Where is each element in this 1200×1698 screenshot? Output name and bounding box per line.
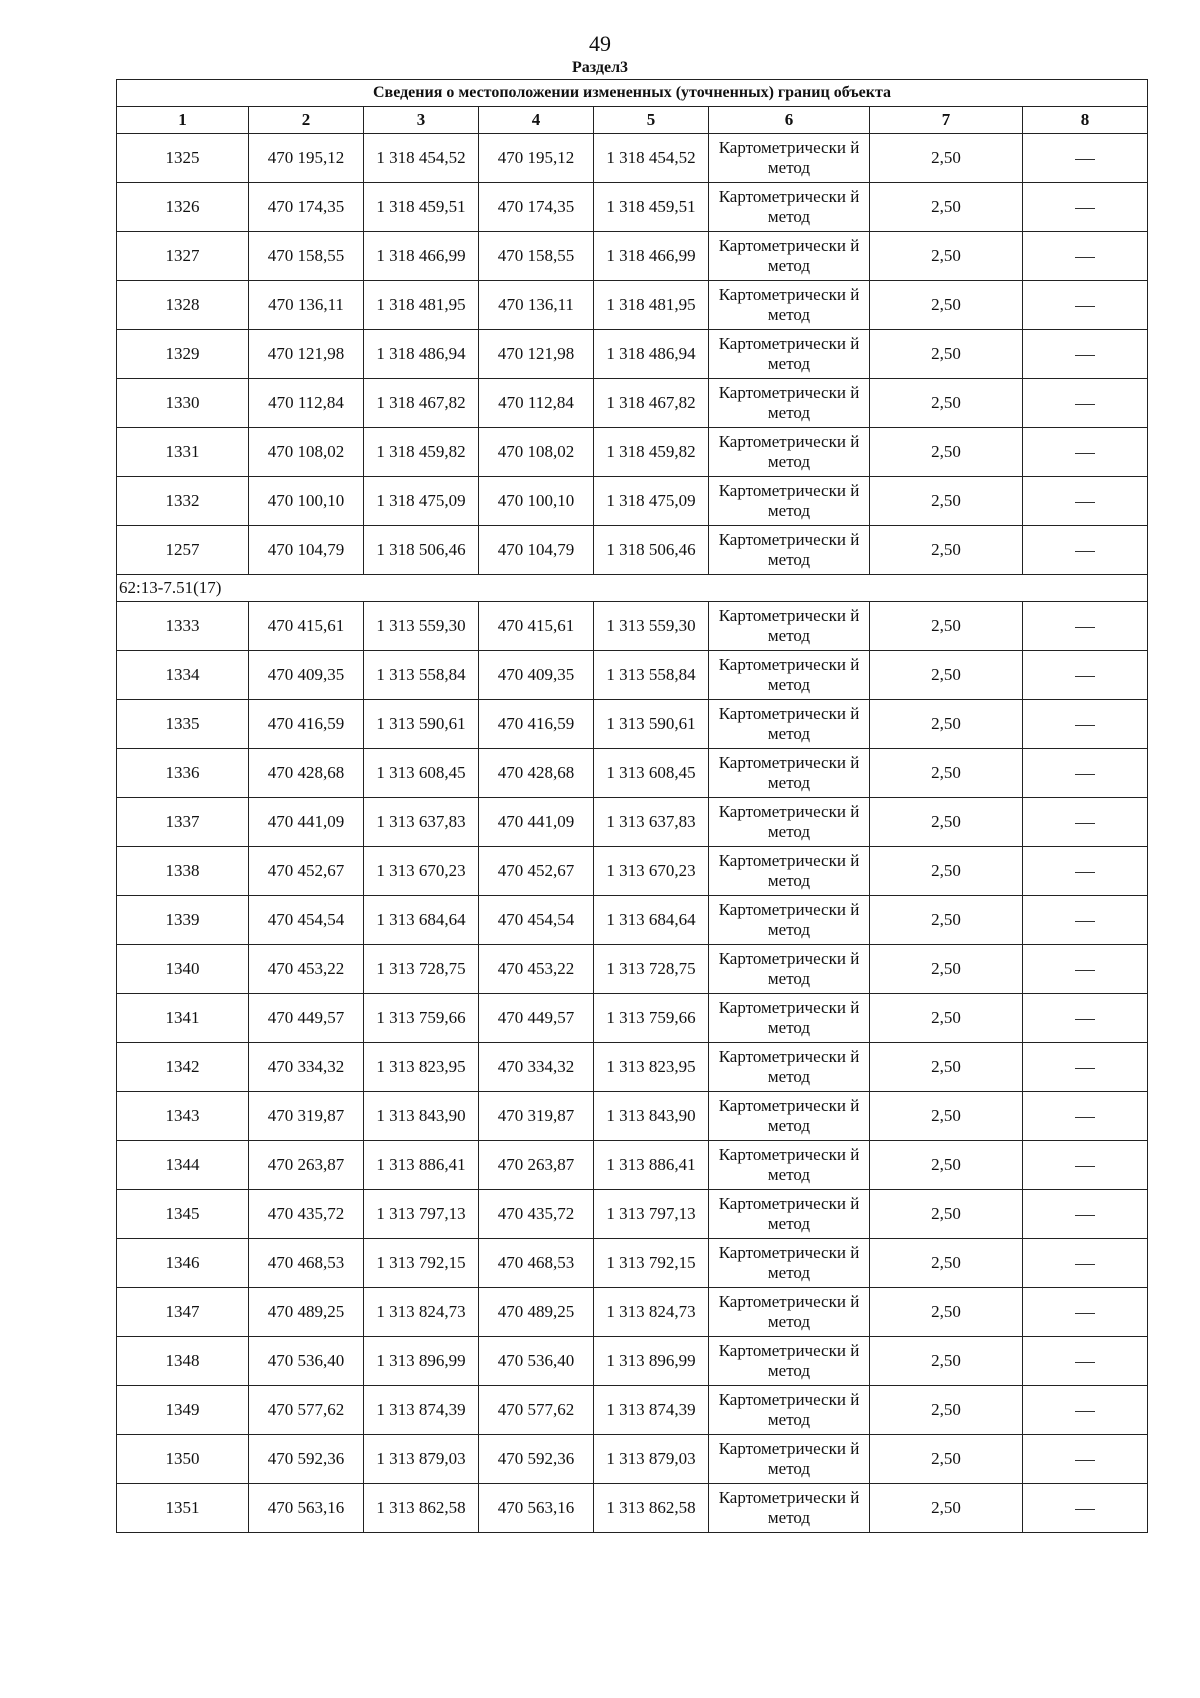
- empty-dash: [1075, 1264, 1095, 1265]
- x-coordinate-cell: 470 112,84: [479, 379, 594, 428]
- x-coordinate-cell: 470 489,25: [479, 1288, 594, 1337]
- column-header-8: 8: [1023, 107, 1148, 134]
- method-cell: Картометрически й метод: [709, 1190, 870, 1239]
- empty-dash: [1075, 1362, 1095, 1363]
- x-coordinate-cell: 470 441,09: [479, 798, 594, 847]
- y-coordinate-cell: 1 313 862,58: [594, 1484, 709, 1533]
- method-cell: Картометрически й метод: [709, 477, 870, 526]
- y-coordinate-cell: 1 318 466,99: [364, 232, 479, 281]
- accuracy-cell: 2,50: [870, 994, 1023, 1043]
- point-number-cell: 1334: [117, 651, 249, 700]
- y-coordinate-cell: 1 313 797,13: [594, 1190, 709, 1239]
- y-coordinate-cell: 1 313 759,66: [364, 994, 479, 1043]
- point-number-cell: 1338: [117, 847, 249, 896]
- method-cell: Картометрически й метод: [709, 602, 870, 651]
- y-coordinate-cell: 1 313 843,90: [594, 1092, 709, 1141]
- y-coordinate-cell: 1 313 874,39: [364, 1386, 479, 1435]
- empty-dash: [1075, 1166, 1095, 1167]
- description-cell: [1023, 428, 1148, 477]
- y-coordinate-cell: 1 313 559,30: [364, 602, 479, 651]
- description-cell: [1023, 1141, 1148, 1190]
- x-coordinate-cell: 470 563,16: [479, 1484, 594, 1533]
- x-coordinate-cell: 470 441,09: [249, 798, 364, 847]
- table-row: [117, 1435, 1148, 1484]
- x-coordinate-cell: 470 121,98: [249, 330, 364, 379]
- description-cell: [1023, 1484, 1148, 1533]
- x-coordinate-cell: 470 174,35: [249, 183, 364, 232]
- description-cell: [1023, 1092, 1148, 1141]
- x-coordinate-cell: 470 195,12: [479, 134, 594, 183]
- x-coordinate-cell: 470 449,57: [479, 994, 594, 1043]
- table-row: [117, 749, 1148, 798]
- empty-dash: [1075, 355, 1095, 356]
- x-coordinate-cell: 470 136,11: [479, 281, 594, 330]
- accuracy-cell: 2,50: [870, 651, 1023, 700]
- column-header-7: 7: [870, 107, 1023, 134]
- y-coordinate-cell: 1 318 459,82: [364, 428, 479, 477]
- x-coordinate-cell: 470 108,02: [249, 428, 364, 477]
- method-cell: Картометрически й метод: [709, 1141, 870, 1190]
- y-coordinate-cell: 1 313 823,95: [594, 1043, 709, 1092]
- x-coordinate-cell: 470 468,53: [479, 1239, 594, 1288]
- x-coordinate-cell: 470 536,40: [479, 1337, 594, 1386]
- y-coordinate-cell: 1 313 886,41: [594, 1141, 709, 1190]
- accuracy-cell: 2,50: [870, 1043, 1023, 1092]
- y-coordinate-cell: 1 313 590,61: [364, 700, 479, 749]
- description-cell: [1023, 1043, 1148, 1092]
- y-coordinate-cell: 1 313 792,15: [594, 1239, 709, 1288]
- accuracy-cell: 2,50: [870, 1337, 1023, 1386]
- point-number-cell: 1330: [117, 379, 249, 428]
- table-row: [117, 1337, 1148, 1386]
- column-header-1: 1: [117, 107, 249, 134]
- y-coordinate-cell: 1 313 886,41: [364, 1141, 479, 1190]
- table-row: [117, 798, 1148, 847]
- accuracy-cell: 2,50: [870, 1386, 1023, 1435]
- x-coordinate-cell: 470 195,12: [249, 134, 364, 183]
- empty-dash: [1075, 1068, 1095, 1069]
- x-coordinate-cell: 470 435,72: [479, 1190, 594, 1239]
- table-row: [117, 896, 1148, 945]
- y-coordinate-cell: 1 313 862,58: [364, 1484, 479, 1533]
- point-number-cell: 1335: [117, 700, 249, 749]
- y-coordinate-cell: 1 313 559,30: [594, 602, 709, 651]
- method-cell: Картометрически й метод: [709, 798, 870, 847]
- table-row: [117, 477, 1148, 526]
- empty-dash: [1075, 1019, 1095, 1020]
- column-header-2: 2: [249, 107, 364, 134]
- accuracy-cell: 2,50: [870, 281, 1023, 330]
- y-coordinate-cell: 1 313 823,95: [364, 1043, 479, 1092]
- coordinates-table: [116, 79, 1148, 1533]
- x-coordinate-cell: 470 319,87: [479, 1092, 594, 1141]
- x-coordinate-cell: 470 435,72: [249, 1190, 364, 1239]
- point-number-cell: 1340: [117, 945, 249, 994]
- description-cell: [1023, 134, 1148, 183]
- table-row: [117, 1288, 1148, 1337]
- accuracy-cell: 2,50: [870, 1484, 1023, 1533]
- table-row: [117, 700, 1148, 749]
- table-row: [117, 1092, 1148, 1141]
- empty-dash: [1075, 502, 1095, 503]
- description-cell: [1023, 896, 1148, 945]
- method-cell: Картометрически й метод: [709, 1288, 870, 1337]
- y-coordinate-cell: 1 313 797,13: [364, 1190, 479, 1239]
- accuracy-cell: 2,50: [870, 602, 1023, 651]
- table-row: [117, 602, 1148, 651]
- accuracy-cell: 2,50: [870, 847, 1023, 896]
- empty-dash: [1075, 1509, 1095, 1510]
- description-cell: [1023, 1435, 1148, 1484]
- y-coordinate-cell: 1 318 481,95: [364, 281, 479, 330]
- x-coordinate-cell: 470 577,62: [249, 1386, 364, 1435]
- description-cell: [1023, 1386, 1148, 1435]
- x-coordinate-cell: 470 454,54: [479, 896, 594, 945]
- x-coordinate-cell: 470 174,35: [479, 183, 594, 232]
- method-cell: Картометрически й метод: [709, 1484, 870, 1533]
- accuracy-cell: 2,50: [870, 749, 1023, 798]
- method-cell: Картометрически й метод: [709, 379, 870, 428]
- point-number-cell: 1341: [117, 994, 249, 1043]
- accuracy-cell: 2,50: [870, 428, 1023, 477]
- empty-dash: [1075, 1313, 1095, 1314]
- method-cell: Картометрически й метод: [709, 651, 870, 700]
- accuracy-cell: 2,50: [870, 134, 1023, 183]
- accuracy-cell: 2,50: [870, 798, 1023, 847]
- x-coordinate-cell: 470 334,32: [249, 1043, 364, 1092]
- method-cell: Картометрически й метод: [709, 1092, 870, 1141]
- x-coordinate-cell: 470 416,59: [249, 700, 364, 749]
- group-row: [117, 575, 1148, 602]
- y-coordinate-cell: 1 313 590,61: [594, 700, 709, 749]
- point-number-cell: 1332: [117, 477, 249, 526]
- x-coordinate-cell: 470 409,35: [479, 651, 594, 700]
- description-cell: [1023, 602, 1148, 651]
- method-cell: Картометрически й метод: [709, 945, 870, 994]
- table-row: [117, 232, 1148, 281]
- y-coordinate-cell: 1 318 486,94: [364, 330, 479, 379]
- point-number-cell: 1343: [117, 1092, 249, 1141]
- y-coordinate-cell: 1 318 481,95: [594, 281, 709, 330]
- y-coordinate-cell: 1 313 608,45: [594, 749, 709, 798]
- point-number-cell: 1327: [117, 232, 249, 281]
- empty-dash: [1075, 404, 1095, 405]
- empty-dash: [1075, 1215, 1095, 1216]
- y-coordinate-cell: 1 313 792,15: [364, 1239, 479, 1288]
- method-cell: Картометрически й метод: [709, 896, 870, 945]
- x-coordinate-cell: 470 428,68: [249, 749, 364, 798]
- column-header-4: 4: [479, 107, 594, 134]
- table-row: [117, 1239, 1148, 1288]
- y-coordinate-cell: 1 313 759,66: [594, 994, 709, 1043]
- empty-dash: [1075, 921, 1095, 922]
- y-coordinate-cell: 1 318 506,46: [364, 526, 479, 575]
- description-cell: [1023, 183, 1148, 232]
- y-coordinate-cell: 1 313 558,84: [594, 651, 709, 700]
- accuracy-cell: 2,50: [870, 1288, 1023, 1337]
- x-coordinate-cell: 470 536,40: [249, 1337, 364, 1386]
- method-cell: Картометрически й метод: [709, 526, 870, 575]
- x-coordinate-cell: 470 468,53: [249, 1239, 364, 1288]
- x-coordinate-cell: 470 158,55: [479, 232, 594, 281]
- y-coordinate-cell: 1 318 459,82: [594, 428, 709, 477]
- description-cell: [1023, 798, 1148, 847]
- point-number-cell: 1346: [117, 1239, 249, 1288]
- accuracy-cell: 2,50: [870, 700, 1023, 749]
- y-coordinate-cell: 1 313 824,73: [594, 1288, 709, 1337]
- method-cell: Картометрически й метод: [709, 183, 870, 232]
- point-number-cell: 1328: [117, 281, 249, 330]
- x-coordinate-cell: 470 489,25: [249, 1288, 364, 1337]
- y-coordinate-cell: 1 318 459,51: [594, 183, 709, 232]
- empty-dash: [1075, 257, 1095, 258]
- x-coordinate-cell: 470 100,10: [479, 477, 594, 526]
- method-cell: Картометрически й метод: [709, 428, 870, 477]
- point-number-cell: 1347: [117, 1288, 249, 1337]
- empty-dash: [1075, 725, 1095, 726]
- y-coordinate-cell: 1 313 824,73: [364, 1288, 479, 1337]
- table-row: [117, 526, 1148, 575]
- empty-dash: [1075, 551, 1095, 552]
- description-cell: [1023, 1288, 1148, 1337]
- y-coordinate-cell: 1 313 879,03: [364, 1435, 479, 1484]
- method-cell: Картометрически й метод: [709, 134, 870, 183]
- x-coordinate-cell: 470 415,61: [479, 602, 594, 651]
- description-cell: [1023, 700, 1148, 749]
- table-row: [117, 1386, 1148, 1435]
- method-cell: Картометрически й метод: [709, 700, 870, 749]
- y-coordinate-cell: 1 313 608,45: [364, 749, 479, 798]
- table-row: [117, 651, 1148, 700]
- y-coordinate-cell: 1 318 459,51: [364, 183, 479, 232]
- point-number-cell: 1257: [117, 526, 249, 575]
- table-row: [117, 330, 1148, 379]
- description-cell: [1023, 651, 1148, 700]
- point-number-cell: 1331: [117, 428, 249, 477]
- description-cell: [1023, 1190, 1148, 1239]
- x-coordinate-cell: 470 158,55: [249, 232, 364, 281]
- description-cell: [1023, 749, 1148, 798]
- empty-dash: [1075, 676, 1095, 677]
- accuracy-cell: 2,50: [870, 232, 1023, 281]
- accuracy-cell: 2,50: [870, 1141, 1023, 1190]
- description-cell: [1023, 994, 1148, 1043]
- table-row: [117, 183, 1148, 232]
- description-cell: [1023, 330, 1148, 379]
- y-coordinate-cell: 1 313 728,75: [364, 945, 479, 994]
- y-coordinate-cell: 1 313 637,83: [364, 798, 479, 847]
- y-coordinate-cell: 1 313 896,99: [594, 1337, 709, 1386]
- empty-dash: [1075, 1460, 1095, 1461]
- method-cell: Картометрически й метод: [709, 994, 870, 1043]
- y-coordinate-cell: 1 313 637,83: [594, 798, 709, 847]
- column-header-6: 6: [709, 107, 870, 134]
- x-coordinate-cell: 470 452,67: [479, 847, 594, 896]
- table-row: [117, 134, 1148, 183]
- point-number-cell: 1339: [117, 896, 249, 945]
- y-coordinate-cell: 1 313 670,23: [364, 847, 479, 896]
- point-number-cell: 1329: [117, 330, 249, 379]
- x-coordinate-cell: 470 453,22: [249, 945, 364, 994]
- x-coordinate-cell: 470 108,02: [479, 428, 594, 477]
- description-cell: [1023, 526, 1148, 575]
- x-coordinate-cell: 470 334,32: [479, 1043, 594, 1092]
- table-row: [117, 1484, 1148, 1533]
- point-number-cell: 1333: [117, 602, 249, 651]
- point-number-cell: 1348: [117, 1337, 249, 1386]
- x-coordinate-cell: 470 121,98: [479, 330, 594, 379]
- x-coordinate-cell: 470 577,62: [479, 1386, 594, 1435]
- x-coordinate-cell: 470 454,54: [249, 896, 364, 945]
- accuracy-cell: 2,50: [870, 526, 1023, 575]
- x-coordinate-cell: 470 592,36: [249, 1435, 364, 1484]
- x-coordinate-cell: 470 416,59: [479, 700, 594, 749]
- description-cell: [1023, 945, 1148, 994]
- x-coordinate-cell: 470 104,79: [479, 526, 594, 575]
- y-coordinate-cell: 1 318 454,52: [364, 134, 479, 183]
- table-caption: Сведения о местоположении измененных (уточненных) границ объекта: [117, 80, 1148, 107]
- x-coordinate-cell: 470 112,84: [249, 379, 364, 428]
- x-coordinate-cell: 470 100,10: [249, 477, 364, 526]
- method-cell: Картометрически й метод: [709, 847, 870, 896]
- y-coordinate-cell: 1 318 467,82: [364, 379, 479, 428]
- section-title: Раздел3: [571, 59, 629, 76]
- y-coordinate-cell: 1 313 728,75: [594, 945, 709, 994]
- accuracy-cell: 2,50: [870, 1190, 1023, 1239]
- y-coordinate-cell: 1 313 896,99: [364, 1337, 479, 1386]
- y-coordinate-cell: 1 318 506,46: [594, 526, 709, 575]
- method-cell: Картометрически й метод: [709, 1337, 870, 1386]
- y-coordinate-cell: 1 318 467,82: [594, 379, 709, 428]
- empty-dash: [1075, 774, 1095, 775]
- x-coordinate-cell: 470 452,67: [249, 847, 364, 896]
- column-header-5: 5: [594, 107, 709, 134]
- point-number-cell: 1326: [117, 183, 249, 232]
- description-cell: [1023, 379, 1148, 428]
- description-cell: [1023, 1337, 1148, 1386]
- method-cell: Картометрически й метод: [709, 232, 870, 281]
- x-coordinate-cell: 470 319,87: [249, 1092, 364, 1141]
- table-row: [117, 281, 1148, 330]
- method-cell: Картометрически й метод: [709, 1239, 870, 1288]
- accuracy-cell: 2,50: [870, 183, 1023, 232]
- y-coordinate-cell: 1 318 466,99: [594, 232, 709, 281]
- table-row: [117, 945, 1148, 994]
- description-cell: [1023, 477, 1148, 526]
- x-coordinate-cell: 470 263,87: [479, 1141, 594, 1190]
- column-header-3: 3: [364, 107, 479, 134]
- point-number-cell: 1349: [117, 1386, 249, 1435]
- description-cell: [1023, 281, 1148, 330]
- empty-dash: [1075, 453, 1095, 454]
- accuracy-cell: 2,50: [870, 896, 1023, 945]
- table-row: [117, 1141, 1148, 1190]
- x-coordinate-cell: 470 409,35: [249, 651, 364, 700]
- empty-dash: [1075, 159, 1095, 160]
- x-coordinate-cell: 470 449,57: [249, 994, 364, 1043]
- y-coordinate-cell: 1 318 475,09: [364, 477, 479, 526]
- x-coordinate-cell: 470 453,22: [479, 945, 594, 994]
- empty-dash: [1075, 306, 1095, 307]
- y-coordinate-cell: 1 313 843,90: [364, 1092, 479, 1141]
- method-cell: Картометрически й метод: [709, 281, 870, 330]
- method-cell: Картометрически й метод: [709, 1435, 870, 1484]
- y-coordinate-cell: 1 318 486,94: [594, 330, 709, 379]
- empty-dash: [1075, 208, 1095, 209]
- y-coordinate-cell: 1 318 454,52: [594, 134, 709, 183]
- point-number-cell: 1351: [117, 1484, 249, 1533]
- y-coordinate-cell: 1 313 670,23: [594, 847, 709, 896]
- point-number-cell: 1336: [117, 749, 249, 798]
- x-coordinate-cell: 470 263,87: [249, 1141, 364, 1190]
- method-cell: Картометрически й метод: [709, 1043, 870, 1092]
- table-row: [117, 428, 1148, 477]
- description-cell: [1023, 1239, 1148, 1288]
- point-number-cell: 1325: [117, 134, 249, 183]
- method-cell: Картометрически й метод: [709, 330, 870, 379]
- accuracy-cell: 2,50: [870, 1435, 1023, 1484]
- point-number-cell: 1342: [117, 1043, 249, 1092]
- method-cell: Картометрически й метод: [709, 749, 870, 798]
- empty-dash: [1075, 1411, 1095, 1412]
- empty-dash: [1075, 627, 1095, 628]
- accuracy-cell: 2,50: [870, 1239, 1023, 1288]
- table-caption-row: [117, 80, 1148, 107]
- y-coordinate-cell: 1 313 874,39: [594, 1386, 709, 1435]
- table-row: [117, 379, 1148, 428]
- table-header-row: [117, 107, 1148, 134]
- method-cell: Картометрически й метод: [709, 1386, 870, 1435]
- accuracy-cell: 2,50: [870, 477, 1023, 526]
- y-coordinate-cell: 1 313 558,84: [364, 651, 479, 700]
- accuracy-cell: 2,50: [870, 330, 1023, 379]
- x-coordinate-cell: 470 415,61: [249, 602, 364, 651]
- y-coordinate-cell: 1 313 684,64: [594, 896, 709, 945]
- point-number-cell: 1345: [117, 1190, 249, 1239]
- x-coordinate-cell: 470 104,79: [249, 526, 364, 575]
- page-number: 49: [589, 31, 611, 56]
- accuracy-cell: 2,50: [870, 945, 1023, 994]
- empty-dash: [1075, 1117, 1095, 1118]
- description-cell: [1023, 847, 1148, 896]
- point-number-cell: 1350: [117, 1435, 249, 1484]
- group-label: 62:13-7.51(17): [117, 575, 1148, 602]
- table-row: [117, 994, 1148, 1043]
- x-coordinate-cell: 470 428,68: [479, 749, 594, 798]
- table-body: [117, 134, 1148, 1533]
- table-row: [117, 847, 1148, 896]
- table-row: [117, 1190, 1148, 1239]
- x-coordinate-cell: 470 592,36: [479, 1435, 594, 1484]
- point-number-cell: 1337: [117, 798, 249, 847]
- accuracy-cell: 2,50: [870, 1092, 1023, 1141]
- empty-dash: [1075, 970, 1095, 971]
- table-row: [117, 1043, 1148, 1092]
- point-number-cell: 1344: [117, 1141, 249, 1190]
- y-coordinate-cell: 1 318 475,09: [594, 477, 709, 526]
- y-coordinate-cell: 1 313 879,03: [594, 1435, 709, 1484]
- accuracy-cell: 2,50: [870, 379, 1023, 428]
- empty-dash: [1075, 823, 1095, 824]
- y-coordinate-cell: 1 313 684,64: [364, 896, 479, 945]
- empty-dash: [1075, 872, 1095, 873]
- x-coordinate-cell: 470 563,16: [249, 1484, 364, 1533]
- x-coordinate-cell: 470 136,11: [249, 281, 364, 330]
- description-cell: [1023, 232, 1148, 281]
